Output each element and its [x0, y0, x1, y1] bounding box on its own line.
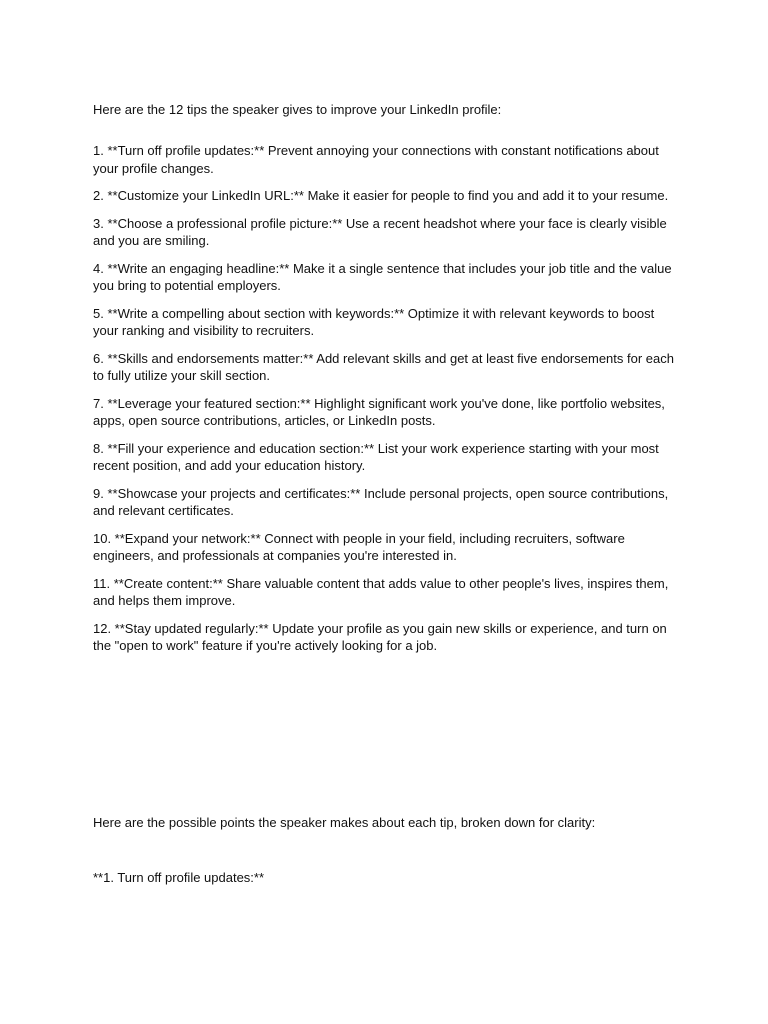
- tip-item: 11. **Create content:** Share valuable content that adds value to other people's lives, inspires them, and helps them improve.: [93, 575, 669, 608]
- intro-paragraph: Here are the 12 tips the speaker gives to improve your LinkedIn profile:: [93, 102, 502, 117]
- breakdown-intro-paragraph: Here are the possible points the speaker makes about each tip, broken down for clarity:: [93, 815, 596, 830]
- tip-item: 6. **Skills and endorsements matter:** Add relevant skills and get at least five endorsements for each to fully utilize your skill section.: [93, 350, 674, 383]
- tip-item: 3. **Choose a professional profile picture:** Use a recent headshot where your face is clearly visible and you are smiling.: [93, 215, 667, 248]
- tip-item: 1. **Turn off profile updates:** Prevent annoying your connections with constant notifications about your profile changes.: [93, 143, 659, 176]
- tips-list: [93, 142, 683, 665]
- breakdown-first-heading: **1. Turn off profile updates:**: [93, 870, 265, 885]
- tip-item: 4. **Write an engaging headline:** Make it a single sentence that includes your job title and the value you bring to potential employers.: [93, 260, 672, 293]
- tip-item: 2. **Customize your LinkedIn URL:** Make it easier for people to find you and add it to your resume.: [93, 188, 669, 203]
- tip-item: 8. **Fill your experience and education section:** List your work experience starting with your most recent position, and add your education history.: [93, 440, 659, 473]
- tip-item: 9. **Showcase your projects and certificates:** Include personal projects, open source contributions, and relevant certificates.: [93, 485, 669, 518]
- tip-item: 10. **Expand your network:** Connect with people in your field, including recruiters, software engineers, and professionals at companies you're interested in.: [93, 530, 625, 563]
- tip-item: 12. **Stay updated regularly:** Update your profile as you gain new skills or experience, and turn on the "open to work" feature if you're actively looking for a job.: [93, 620, 667, 653]
- tip-item: 7. **Leverage your featured section:** Highlight significant work you've done, like portfolio websites, apps, open source contributions, articles, or LinkedIn posts.: [93, 395, 665, 428]
- tip-item: 5. **Write a compelling about section with keywords:** Optimize it with relevant keywords to boost your ranking and visibility to recruiters.: [93, 305, 655, 338]
